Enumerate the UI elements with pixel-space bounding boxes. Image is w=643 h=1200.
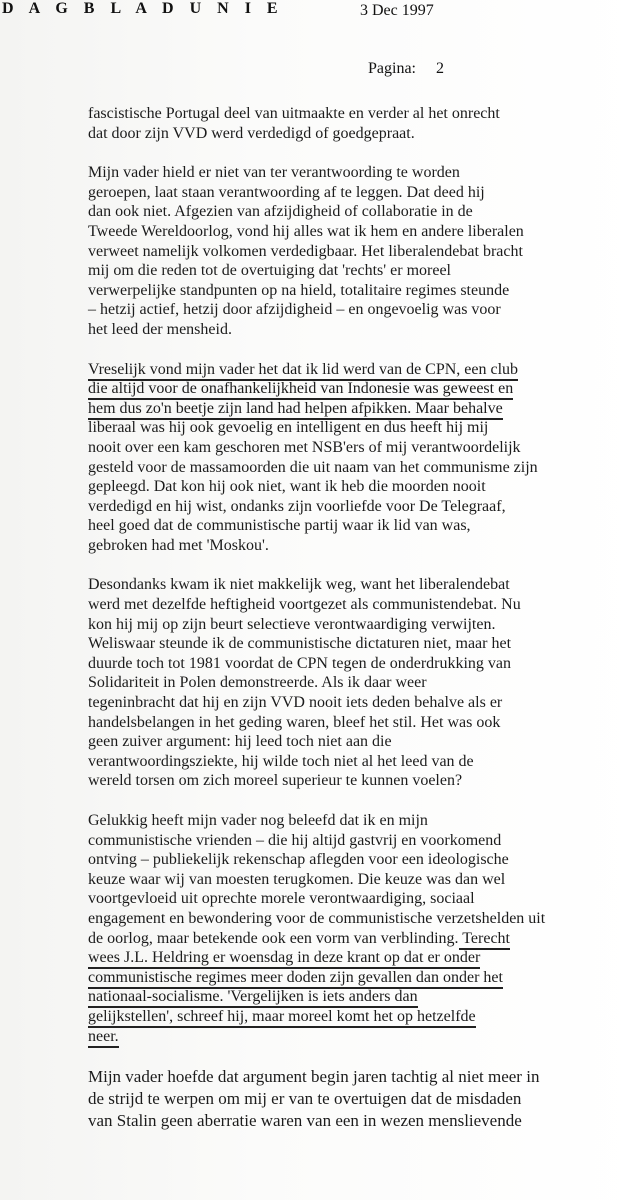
line-text: dat door zijn VVD werd verdedigd of goedgepraat. — [88, 124, 415, 142]
text-line — [88, 458, 633, 478]
line-text: liberaal was hij ook gevoelig en intelligent en dus heeft hij mij — [88, 419, 489, 437]
text-line — [88, 300, 633, 320]
underlined-text: nationaal-socialisme. 'Vergelijken is iets anders dan — [88, 988, 418, 1008]
line-text: tegeninbracht dat hij en zijn VVD nooit iets deden behalve als er — [88, 694, 503, 712]
line-text: werd met dezelfde heftigheid voortgezet als communistendebat. Nu — [88, 596, 521, 614]
text-line — [88, 850, 633, 870]
text-line — [88, 1066, 633, 1088]
line-text: verdedigd en hij wist, ondanks zijn voorliefde voor De Telegraaf, — [88, 497, 506, 515]
text-line — [88, 242, 633, 262]
text-line — [88, 418, 633, 438]
text-line — [88, 261, 633, 281]
text-line — [88, 222, 633, 242]
line-text: handelsbelangen in het geding waren, bleef het stil. Het was ook — [88, 713, 501, 731]
line-text: Tweede Wereldoorlog, vond hij alles wat ik hem en andere liberalen — [88, 222, 524, 240]
text-line — [88, 732, 633, 752]
text-line — [88, 948, 633, 968]
text-line — [88, 889, 633, 909]
text-line — [88, 477, 633, 497]
article-paragraph — [88, 360, 633, 556]
page-label: Pagina: — [368, 60, 416, 77]
underlined-text: hem dus zo'n beetje zijn land had helpen afpikken. Maar behalve — [88, 400, 503, 420]
article-paragraph — [88, 811, 633, 1046]
line-text: Solidariteit in Polen demonstreerde. Als ik daar weer — [88, 674, 427, 692]
text-line — [88, 752, 633, 772]
text-line — [88, 1110, 633, 1132]
text-line — [88, 536, 633, 556]
line-text: Gelukkig heeft mijn vader nog beleefd dat ik en mijn — [88, 812, 428, 829]
line-text: fascistische Portugal deel van uitmaakte en verder al het onrecht — [88, 105, 500, 122]
line-text: verwerpelijke standpunten op na hield, totalitaire regimes steunde — [88, 281, 510, 299]
line-text: gepleegd. Dat kon hij ook niet, want ik heb die moorden nooit — [88, 478, 486, 496]
text-line — [88, 693, 633, 713]
underlined-text: Vreselijk vond mijn vader het dat ik lid werd van de CPN, een club — [88, 361, 518, 381]
line-text: nooit over een kam geschoren met NSB'ers of mij verantwoordelijk — [88, 438, 521, 456]
text-line — [88, 654, 633, 674]
article-paragraph — [88, 163, 633, 339]
text-line — [88, 870, 633, 890]
line-text: Weliswaar steunde ik de communistische dictaturen niet, maar het — [88, 635, 512, 653]
text-line — [88, 202, 633, 222]
text-line — [88, 438, 633, 458]
text-line — [88, 713, 633, 733]
publication-date: 3 Dec 1997 — [360, 2, 434, 19]
article-paragraph — [88, 575, 633, 791]
text-line — [88, 968, 633, 988]
text-line — [88, 1027, 633, 1047]
article-paragraph — [88, 104, 633, 143]
text-line — [88, 379, 633, 399]
line-text: duurde toch tot 1981 voordat de CPN tegen de onderdrukking van — [88, 654, 512, 672]
article-body — [88, 104, 633, 1152]
text-line — [88, 360, 633, 380]
text-line — [88, 320, 633, 340]
underlined-text: neer. — [88, 1028, 119, 1048]
text-line — [88, 281, 633, 301]
text-line — [88, 124, 633, 144]
line-text: gebroken had met 'Moskou'. — [88, 536, 269, 554]
text-line — [88, 183, 633, 203]
text-line — [88, 399, 633, 419]
page-indicator — [368, 60, 444, 78]
line-text: wereld torsen om zich moreel superieur te kunnen voelen? — [88, 772, 463, 790]
line-text: Mijn vader hoefde dat argument begin jaren tachtig al niet meer in — [88, 1067, 540, 1087]
article-paragraph — [88, 1066, 633, 1132]
line-text: Desondanks kwam ik niet makkelijk weg, want het liberalendebat — [88, 576, 510, 594]
text-line — [88, 909, 633, 929]
text-line — [88, 595, 633, 615]
line-text: voortgevloeid uit oprechte morele verontwaardiging, sociaal — [88, 890, 475, 908]
line-text: het leed der mensheid. — [88, 320, 232, 338]
text-line — [88, 987, 633, 1007]
line-text: verweet namelijk volkomen verdedigbaar. Het liberalendebat bracht — [88, 242, 523, 260]
line-text: geroepen, laat staan verantwoording af te leggen. Dat deed hij — [88, 183, 485, 201]
text-line — [88, 811, 633, 831]
text-line — [88, 1007, 633, 1027]
text-line — [88, 104, 633, 124]
text-line — [88, 771, 633, 791]
line-text: de oorlog, maar betekende ook een vorm van verblinding. — [88, 929, 459, 947]
line-text: dan ook niet. Afgezien van afzijdigheid of collaboratie in de — [88, 203, 473, 221]
underlined-text: communistische regimes meer doden zijn gevallen dan onder het — [88, 969, 503, 989]
text-line — [88, 929, 633, 949]
line-text: kon hij mij op zijn beurt selectieve verontwaardiging verwijten. — [88, 615, 496, 633]
line-text: keuze waar wij van moesten terugkomen. Die keuze was dan wel — [88, 870, 506, 888]
text-line — [88, 497, 633, 517]
text-line — [88, 575, 633, 595]
text-line — [88, 163, 633, 183]
line-text: communistische vrienden – die hij altijd gastvrij en voorkomend — [88, 831, 502, 849]
line-text: engagement en bewondering voor de communistische verzetshelden uit — [88, 909, 546, 927]
line-text: gesteld voor de massamoorden die uit naam van het communisme zijn — [88, 458, 538, 476]
text-line — [88, 634, 633, 654]
text-line — [88, 673, 633, 693]
line-text: ontving – publiekelijk rekenschap aflegden voor een ideologische — [88, 851, 509, 869]
newspaper-masthead: D A G B L A D U N I E — [2, 0, 284, 17]
text-line — [88, 615, 633, 635]
page-number: 2 — [436, 60, 444, 77]
line-text: de strijd te werpen om mij er van te overtuigen dat de misdaden — [88, 1089, 522, 1109]
line-text: verantwoordingsziekte, hij wilde toch niet al het leed van de — [88, 752, 474, 770]
line-text: – hetzij actief, hetzij door afzijdigheid – en ongevoelig was voor — [88, 301, 501, 319]
underlined-text: gelijkstellen', schreef hij, maar moreel komt het op hetzelfde — [88, 1008, 476, 1028]
line-text: mij om die reden tot de overtuiging dat 'rechts' er moreel — [88, 262, 451, 280]
text-line — [88, 516, 633, 536]
line-text: geen zuiver argument: hij leed toch niet aan die — [88, 733, 392, 751]
line-text: heel goed dat de communistische partij waar ik lid van was, — [88, 517, 471, 535]
text-line — [88, 831, 633, 851]
text-line — [88, 1088, 633, 1110]
line-text: Mijn vader hield er niet van ter verantwoording te worden — [88, 164, 460, 182]
underlined-text: die altijd voor de onafhankelijkheid van Indonesie was geweest en — [88, 380, 513, 400]
line-text: van Stalin geen aberratie waren van een in wezen menslievende — [88, 1111, 522, 1131]
underlined-text: wees J.L. Heldring er woensdag in deze krant op dat er onder — [88, 949, 480, 969]
underlined-text: Terecht — [459, 930, 510, 950]
